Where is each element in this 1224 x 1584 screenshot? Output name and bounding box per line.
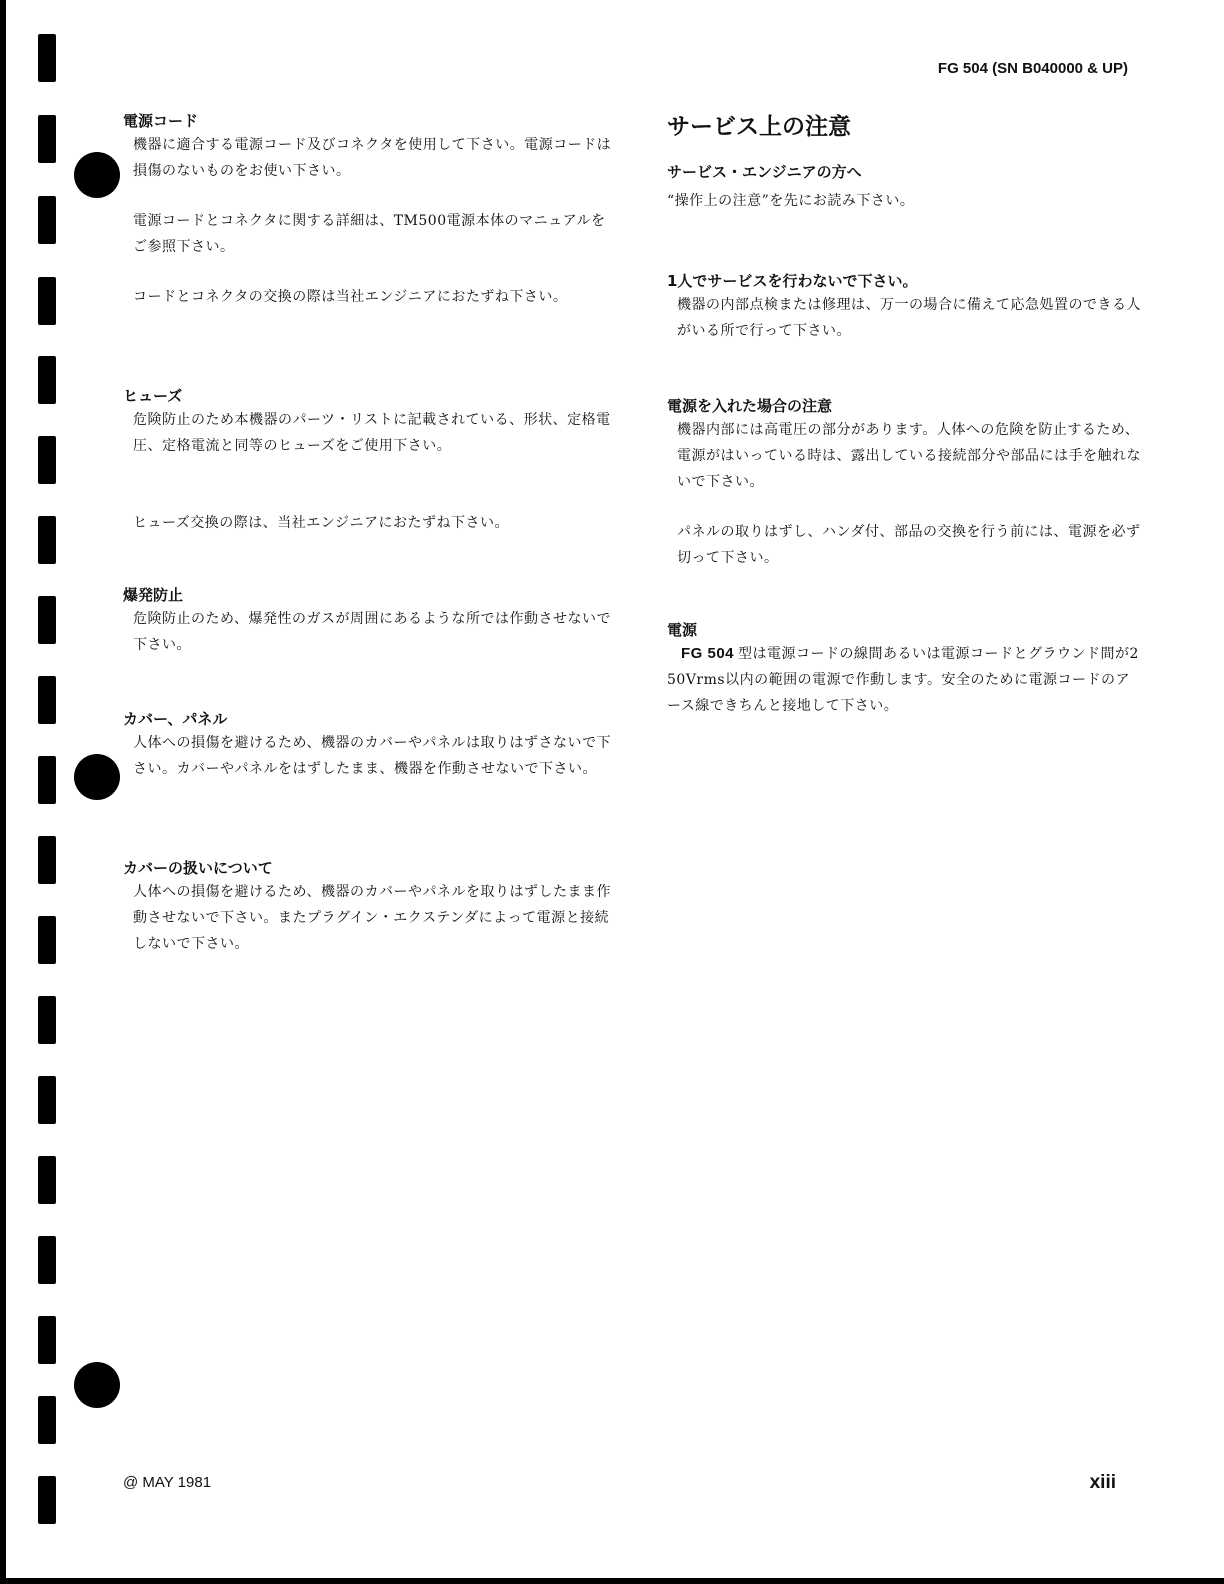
section-cover-handling (123, 857, 613, 957)
binder-slot (38, 115, 56, 163)
paragraph: 電源コードとコネクタに関する詳細は、TM500電源本体のマニュアルをご参照下さい。 (133, 213, 606, 255)
binder-slot (38, 356, 56, 404)
binder-slot (38, 277, 56, 325)
paragraph: コードとコネクタの交換の際は当社エンジニアにおたずね下さい。 (133, 289, 568, 305)
model-header: FG 504 (SN B040000 & UP) (937, 60, 1128, 77)
section-heading: カバー、パネル (123, 710, 228, 728)
binder-slot (38, 596, 56, 644)
section-cover-panel (123, 708, 613, 782)
paragraph: パネルの取りはずし、ハンダ付、部品の交換を行う前には、電源を必ず切って下さい。 (677, 524, 1141, 566)
paragraph-text: 型は電源コードの線間あるいは電源コードとグラウンド間が250Vrms以内の範囲の電源で作動します。安全のために電源コードのアース線できちんと接地して下さい。 (667, 646, 1139, 714)
section-heading: 1人でサービスを行わないで下さい。 (667, 272, 918, 290)
section-heading: カバーの扱いについて (123, 859, 273, 877)
binder-slot (38, 516, 56, 564)
binder-slot (38, 196, 56, 244)
service-intro (667, 108, 1142, 214)
section-heading: 電源 (667, 621, 698, 639)
binder-slot (38, 756, 56, 804)
punch-hole (74, 754, 120, 800)
scan-edge-bottom (0, 1578, 1224, 1584)
footer-date: @ MAY 1981 (123, 1474, 212, 1491)
section-power-cord-exchange (123, 284, 613, 310)
punch-hole (74, 152, 120, 198)
section-power-on (667, 395, 1142, 495)
paragraph (667, 641, 1142, 719)
section-fuse-exchange (123, 510, 613, 536)
section-power-source (667, 619, 1142, 719)
binder-slot (38, 996, 56, 1044)
section-heading: サービス・エンジニアの方へ (667, 163, 862, 181)
section-power-cord-detail (123, 208, 613, 260)
section-heading: 爆発防止 (123, 586, 184, 604)
paragraph: “操作上の注意”を先にお読み下さい。 (667, 193, 915, 209)
binder-slot (38, 1236, 56, 1284)
binder-slot (38, 1076, 56, 1124)
section-power-cord (123, 110, 613, 184)
paragraph: 機器の内部点検または修理は、万一の場合に備えて応急処置のできる人がいる所で行って下さい。 (677, 297, 1141, 339)
paragraph: 危険防止のため、爆発性のガスが周囲にあるような所では作動させないで下さい。 (133, 611, 611, 653)
paragraph: 危険防止のため本機器のパーツ・リストに記載されている、形状、定格電圧、定格電流と同等のヒューズをご使用下さい。 (133, 412, 611, 454)
binder-slot (38, 1156, 56, 1204)
binder-slot (38, 836, 56, 884)
binder-slot (38, 1396, 56, 1444)
paragraph: 人体への損傷を避けるため、機器のカバーやパネルは取りはずさないで下さい。カバーやパネルをはずしたまま、機器を作動させないで下さい。 (133, 735, 611, 777)
paragraph: 機器内部には高電圧の部分があります。人体への危険を防止するため、電源がはいっている時は、露出している接続部分や部品には手を触れないで下さい。 (677, 422, 1141, 490)
section-heading: ヒューズ (123, 387, 183, 405)
section-fuse (123, 385, 613, 459)
section-heading: 電源コード (123, 112, 199, 130)
paragraph: ヒューズ交換の際は、当社エンジニアにおたずね下さい。 (133, 515, 509, 531)
binder-slot (38, 436, 56, 484)
binder-slot (38, 1316, 56, 1364)
binder-slot (38, 676, 56, 724)
section-not-alone (667, 270, 1142, 344)
page-title: サービス上の注意 (667, 114, 851, 140)
section-explosion (123, 584, 613, 658)
binder-slot (38, 916, 56, 964)
paragraph: 人体への損傷を避けるため、機器のカバーやパネルを取りはずしたまま作動させないで下さい。またプラグイン・エクステンダによって電源と接続しないで下さい。 (133, 884, 611, 952)
paragraph: 機器に適合する電源コード及びコネクタを使用して下さい。電源コードは損傷のないものをお使い下さい。 (133, 137, 612, 179)
section-heading: 電源を入れた場合の注意 (667, 397, 833, 415)
binder-slot (38, 1476, 56, 1524)
model-name: FG 504 (681, 645, 735, 662)
punch-hole (74, 1362, 120, 1408)
binder-slot (38, 34, 56, 82)
page-number: xiii (1089, 1472, 1116, 1493)
section-power-off (667, 519, 1142, 571)
scan-edge-left (0, 0, 6, 1584)
